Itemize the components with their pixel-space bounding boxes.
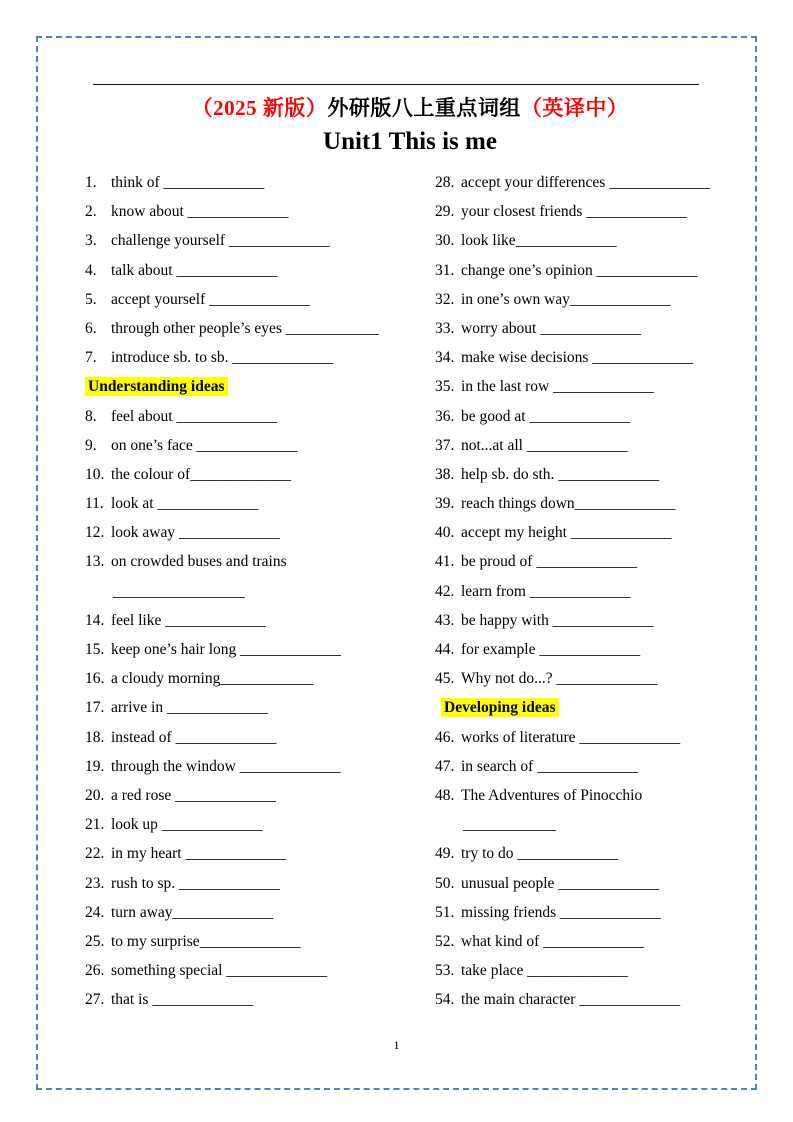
item-number: 9. — [85, 436, 97, 454]
answer-blank: _____________ — [554, 874, 660, 892]
answer-blank: _____________ — [515, 232, 617, 250]
answer-blank: _____________ — [548, 611, 654, 629]
answer-blank: ____________ — [220, 670, 314, 688]
item-phrase: arrive in — [111, 699, 164, 717]
list-item — [435, 518, 735, 547]
item-number: 45. — [435, 670, 455, 688]
item-phrase: on one’s face — [111, 436, 193, 454]
item-number: 15. — [85, 641, 105, 658]
item-number: 40. — [435, 524, 455, 542]
list-item — [85, 810, 435, 839]
answer-blank: _____________ — [533, 757, 638, 775]
item-phrase: what kind of — [461, 932, 540, 950]
item-phrase: in the last row — [461, 378, 550, 396]
item-phrase: look at — [111, 495, 154, 513]
item-number: 43. — [435, 611, 455, 629]
answer-blank: _____________ — [539, 932, 644, 950]
list-item — [435, 752, 735, 781]
answer-blank: _____________ — [235, 757, 341, 775]
item-phrase: be happy with — [461, 611, 549, 629]
list-item — [85, 723, 435, 752]
list-item — [85, 285, 435, 314]
list-item — [435, 956, 735, 985]
answer-blank: _____________ — [525, 407, 631, 425]
answer-blank: _____________ — [535, 641, 641, 658]
item-number: 50. — [435, 874, 455, 892]
item-phrase: your closest friends — [461, 203, 583, 221]
header-rule — [93, 68, 699, 85]
list-item — [85, 664, 435, 693]
item-number: 51. — [435, 903, 455, 921]
list-item — [435, 168, 735, 197]
item-number: 14. — [85, 611, 105, 629]
item-number: 16. — [85, 670, 105, 688]
list-item — [435, 256, 735, 285]
answer-blank: _____________ — [532, 553, 638, 571]
answer-blank: _____________ — [574, 495, 676, 513]
answer-blank: _____________ — [222, 962, 328, 980]
list-item — [435, 664, 735, 693]
item-phrase: help sb. do sth. — [461, 465, 555, 483]
list-item — [85, 314, 435, 343]
answer-blank: _____________ — [552, 670, 658, 688]
answer-blank: _____________ — [172, 407, 278, 425]
answer-blank: _____________ — [605, 174, 710, 191]
answer-blank: _____________ — [153, 495, 259, 513]
answer-blank: _____________ — [582, 203, 688, 221]
answer-blank: _____________ — [592, 261, 698, 279]
item-phrase: change one’s opinion — [461, 261, 593, 279]
list-item — [435, 226, 735, 255]
list-item — [435, 606, 735, 635]
item-phrase: the main character — [461, 991, 576, 1009]
item-number: 22. — [85, 845, 105, 863]
item-phrase: a red rose — [111, 786, 172, 804]
answer-blank: _____________ — [236, 641, 341, 658]
answer-blank: _____________ — [161, 611, 266, 629]
item-phrase: to my surprise — [111, 932, 200, 950]
item-number: 24. — [85, 903, 105, 921]
answer-blank: _____________ — [228, 349, 334, 367]
item-number: 19. — [85, 757, 105, 775]
item-phrase: keep one’s hair long — [111, 641, 237, 658]
item-phrase: missing friends — [461, 903, 557, 921]
item-phrase: take place — [461, 962, 524, 980]
answer-blank: _____________ — [525, 582, 631, 600]
item-phrase: introduce sb. to sb. — [111, 349, 229, 367]
item-phrase: worry about — [461, 319, 537, 337]
list-item — [435, 460, 735, 489]
answer-blank: _____________ — [575, 728, 681, 746]
worksheet-title-edition: （2025 新版） — [191, 96, 328, 120]
item-phrase: reach things down — [461, 495, 575, 513]
list-item — [435, 431, 735, 460]
item-number: 32. — [435, 290, 455, 308]
item-number: 26. — [85, 962, 105, 980]
item-number: 7. — [85, 349, 97, 367]
item-number: 11. — [85, 495, 104, 513]
item-number: 28. — [435, 174, 455, 191]
item-phrase: make wise decisions — [461, 349, 589, 367]
item-number: 42. — [435, 582, 455, 600]
answer-blank: _____________ — [569, 290, 671, 308]
answer-blank: _____________ — [549, 378, 654, 396]
list-item — [435, 577, 735, 606]
item-number: 53. — [435, 962, 455, 980]
unit-title: Unit1 This is me — [323, 128, 497, 155]
item-number: 2. — [85, 203, 97, 221]
answer-blank: _____________ — [205, 290, 310, 308]
list-item — [85, 839, 435, 868]
answer-blank: _____________ — [172, 903, 274, 921]
list-item — [435, 343, 735, 372]
answer-blank: ____________ — [281, 319, 379, 337]
answer-blank: _____________ — [171, 728, 277, 746]
item-phrase: feel about — [111, 407, 173, 425]
list-item — [85, 693, 435, 722]
list-item — [435, 985, 735, 1014]
item-phrase: works of literature — [461, 728, 576, 746]
list-item — [85, 518, 435, 547]
answer-blank: _____________ — [566, 524, 672, 542]
continuation-row — [435, 810, 735, 839]
item-phrase: The Adventures of Pinocchio — [461, 786, 643, 804]
answer-blank: _____________ — [175, 524, 280, 542]
column-right — [435, 168, 735, 1014]
list-item — [85, 402, 435, 431]
list-item — [85, 985, 435, 1014]
item-number: 46. — [435, 728, 455, 746]
answer-blank: _____________ — [159, 174, 265, 191]
section-header-row — [435, 693, 735, 722]
continuation-row — [85, 577, 435, 606]
item-phrase: learn from — [461, 582, 526, 600]
list-item — [435, 635, 735, 664]
worksheet-title-main: 外研版八上重点词组 — [327, 96, 521, 120]
answer-blank: _____________ — [183, 203, 289, 221]
item-number: 25. — [85, 932, 105, 950]
item-number: 12. — [85, 524, 105, 542]
list-item — [85, 256, 435, 285]
item-number: 48. — [435, 786, 455, 804]
item-number: 4. — [85, 261, 97, 279]
item-number: 6. — [85, 319, 97, 337]
answer-blank: _____________ — [513, 845, 619, 863]
list-item — [85, 460, 435, 489]
item-number: 54. — [435, 991, 455, 1009]
item-phrase: look up — [111, 816, 158, 834]
item-number: 37. — [435, 436, 455, 454]
answer-blank: ____________ — [463, 816, 556, 834]
item-number: 1. — [85, 174, 97, 191]
item-phrase: know about — [111, 203, 184, 221]
list-item — [435, 402, 735, 431]
answer-blank: _____________ — [181, 845, 287, 863]
item-phrase: that is — [111, 991, 149, 1009]
item-number: 33. — [435, 319, 455, 337]
answer-blank: _____________ — [192, 436, 298, 454]
list-item — [85, 606, 435, 635]
answer-blank: _____________ — [175, 874, 280, 892]
answer-blank: _________________ — [113, 582, 245, 600]
worksheet-page — [85, 68, 735, 1014]
item-phrase: Why not do...? — [461, 670, 553, 688]
list-item — [85, 547, 435, 576]
answer-blank: _____________ — [536, 319, 641, 337]
item-phrase: in search of — [461, 757, 534, 775]
item-number: 23. — [85, 874, 105, 892]
item-phrase: the colour of — [111, 465, 191, 483]
item-number: 36. — [435, 407, 455, 425]
item-phrase: accept my height — [461, 524, 567, 542]
list-item — [435, 723, 735, 752]
answer-blank: _____________ — [190, 465, 291, 483]
item-number: 5. — [85, 290, 97, 308]
item-phrase: try to do — [461, 845, 514, 863]
answer-blank: _____________ — [157, 816, 263, 834]
item-number: 47. — [435, 757, 455, 775]
item-phrase: look away — [111, 524, 176, 542]
item-number: 17. — [85, 699, 105, 717]
section-header: Developing ideas — [441, 698, 559, 717]
worksheet-title-direction: （英译中） — [520, 96, 629, 120]
item-number: 18. — [85, 728, 105, 746]
answer-blank: _____________ — [554, 465, 660, 483]
item-phrase: be good at — [461, 407, 526, 425]
item-number: 34. — [435, 349, 455, 367]
list-item — [435, 547, 735, 576]
item-number: 8. — [85, 407, 97, 425]
list-item — [435, 314, 735, 343]
answer-blank: _____________ — [163, 699, 268, 717]
answer-blank: _____________ — [523, 436, 628, 454]
column-left — [85, 168, 435, 1014]
item-phrase: a cloudy morning — [111, 670, 221, 688]
list-item — [85, 489, 435, 518]
item-number: 30. — [435, 232, 455, 250]
item-number: 27. — [85, 991, 105, 1009]
item-phrase: accept your differences — [461, 174, 606, 191]
list-item — [435, 869, 735, 898]
list-item — [85, 927, 435, 956]
list-item — [85, 956, 435, 985]
vocab-columns — [85, 168, 735, 1014]
section-header: Understanding ideas — [85, 377, 228, 396]
item-number: 20. — [85, 786, 105, 804]
item-number: 35. — [435, 378, 455, 396]
item-phrase: look like — [461, 232, 516, 250]
item-phrase: for example — [461, 641, 536, 658]
list-item — [85, 226, 435, 255]
item-phrase: challenge yourself — [111, 232, 226, 250]
item-number: 3. — [85, 232, 97, 250]
answer-blank: _____________ — [575, 991, 681, 1009]
item-phrase: be proud of — [461, 553, 533, 571]
page-number: 1 — [393, 1038, 400, 1052]
item-phrase: in my heart — [111, 845, 182, 863]
answer-blank: _____________ — [199, 932, 301, 950]
item-phrase: something special — [111, 962, 223, 980]
list-item — [435, 285, 735, 314]
item-phrase: unusual people — [461, 874, 555, 892]
item-phrase: in one’s own way — [461, 290, 570, 308]
list-item — [85, 635, 435, 664]
item-phrase: think of — [111, 174, 160, 191]
item-phrase: talk about — [111, 261, 173, 279]
list-item — [435, 839, 735, 868]
list-item — [435, 927, 735, 956]
item-number: 44. — [435, 641, 455, 658]
item-number: 49. — [435, 845, 455, 863]
item-phrase: instead of — [111, 728, 172, 746]
list-item — [85, 752, 435, 781]
item-phrase: through the window — [111, 757, 236, 775]
item-phrase: on crowded buses and trains — [111, 553, 287, 571]
item-number: 21. — [85, 816, 105, 834]
answer-blank: _____________ — [523, 962, 629, 980]
item-number: 29. — [435, 203, 455, 221]
list-item — [85, 431, 435, 460]
section-header-row — [85, 372, 435, 401]
answer-blank: _____________ — [171, 786, 276, 804]
item-number: 41. — [435, 553, 455, 571]
answer-blank: _____________ — [225, 232, 330, 250]
item-number: 10. — [85, 465, 105, 483]
item-number: 31. — [435, 261, 455, 279]
list-item — [85, 343, 435, 372]
item-number: 52. — [435, 932, 455, 950]
item-phrase: accept yourself — [111, 290, 206, 308]
list-item — [435, 489, 735, 518]
answer-blank: _____________ — [172, 261, 278, 279]
list-item — [435, 898, 735, 927]
item-phrase: rush to sp. — [111, 874, 176, 892]
item-phrase: through other people’s eyes — [111, 319, 282, 337]
item-phrase: feel like — [111, 611, 162, 629]
list-item — [435, 197, 735, 226]
list-item — [85, 898, 435, 927]
list-item — [85, 781, 435, 810]
item-number: 13. — [85, 553, 105, 571]
list-item — [85, 197, 435, 226]
answer-blank: _____________ — [588, 349, 694, 367]
item-phrase: not...at all — [461, 436, 523, 454]
item-number: 38. — [435, 465, 455, 483]
list-item — [435, 372, 735, 401]
item-phrase: turn away — [111, 903, 173, 921]
item-number: 39. — [435, 495, 455, 513]
list-item — [435, 781, 735, 810]
answer-blank: _____________ — [556, 903, 661, 921]
list-item — [85, 168, 435, 197]
answer-blank: _____________ — [148, 991, 254, 1009]
worksheet-title — [85, 92, 735, 122]
list-item — [85, 869, 435, 898]
